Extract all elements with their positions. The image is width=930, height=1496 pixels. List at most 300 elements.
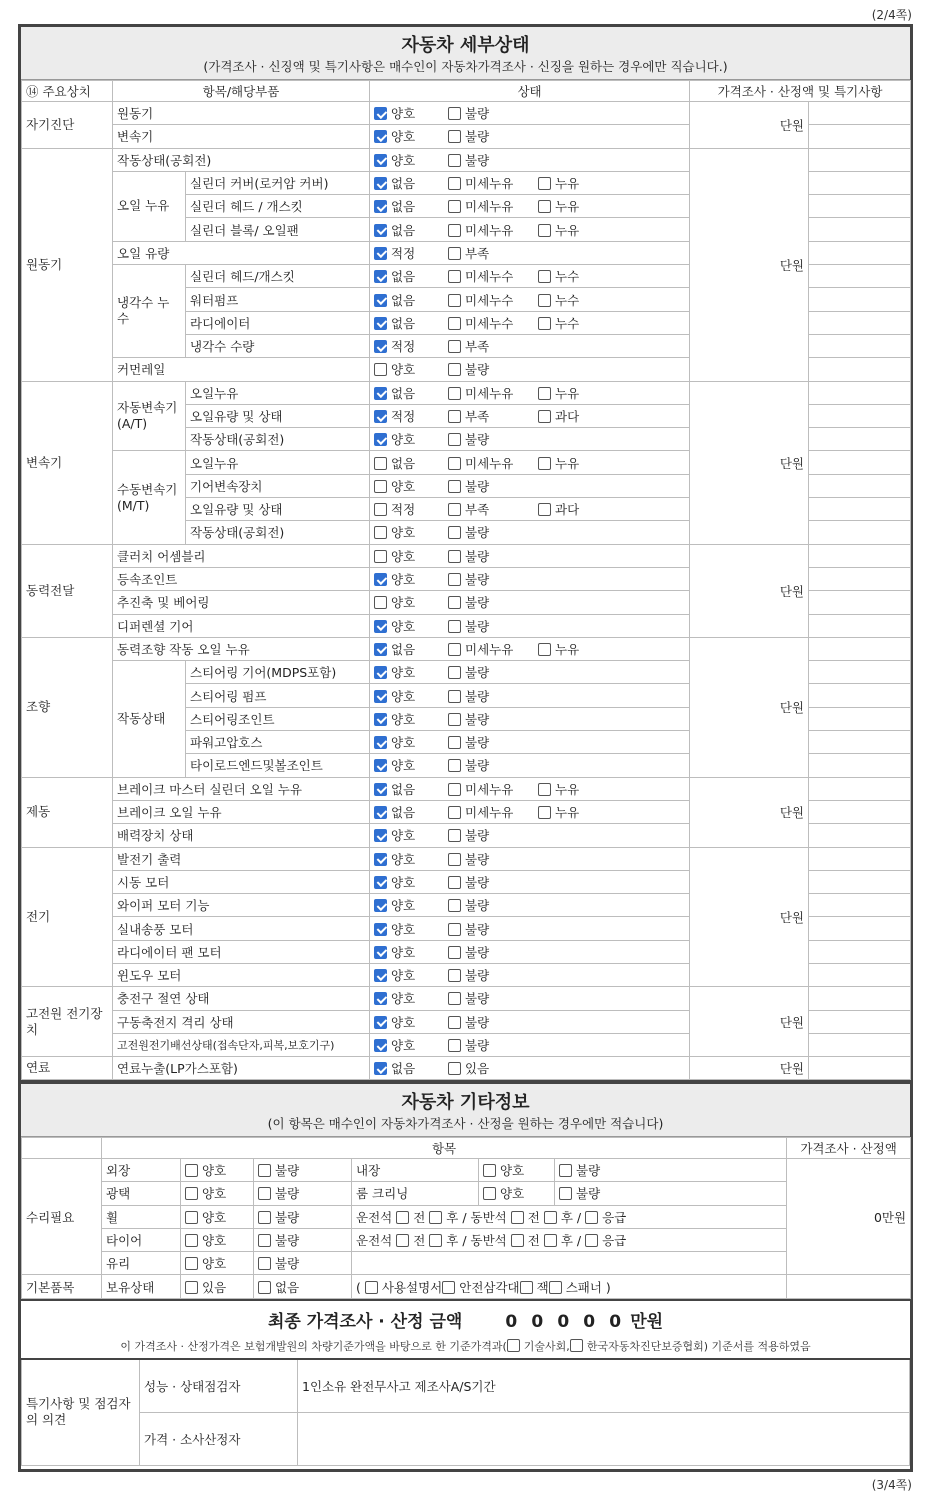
checkbox-unchecked[interactable] [374,526,387,539]
checkbox-unchecked[interactable] [448,503,461,516]
checkbox-diagnosis-association[interactable] [570,1339,583,1352]
state-cell [370,195,690,218]
checkbox-driver-front[interactable] [396,1234,409,1247]
state-option [374,1013,448,1031]
remark-cell[interactable] [809,637,911,660]
item-label: 파워고압호스 [186,731,370,754]
detail-row [22,987,911,1010]
checkbox-unchecked[interactable] [448,270,461,283]
checkbox-unchecked[interactable] [538,200,551,213]
state-option [448,756,538,774]
remark-cell[interactable] [809,288,911,311]
checkbox-unchecked[interactable] [448,620,461,633]
checkbox-checked[interactable] [374,1016,387,1029]
checkbox-driver-rear[interactable] [429,1211,442,1224]
item-label: 발전기 출력 [113,847,370,870]
state-option [448,500,538,518]
checkbox-manual[interactable] [365,1281,378,1294]
state-option [448,873,538,891]
option-label: 과다 [555,409,580,424]
remark-cell[interactable] [809,591,911,614]
detail-table [21,80,911,1080]
remark-cell[interactable] [809,870,911,893]
checkbox-spanner[interactable] [549,1281,562,1294]
checkbox-cleaning-bad[interactable] [559,1187,572,1200]
remark-cell[interactable] [809,894,911,917]
checkbox-unchecked[interactable] [448,224,461,237]
checkbox-checked[interactable] [374,923,387,936]
option-label: 없음 [391,385,416,401]
price-unit: 단원 [690,987,809,1057]
checkbox-checked[interactable] [374,690,387,703]
state-option [374,151,448,169]
checkbox-unchecked[interactable] [448,899,461,912]
state-option [374,617,448,635]
checkbox-checked[interactable] [374,736,387,749]
remark-cell[interactable] [809,404,911,427]
state-option [374,920,448,938]
checkbox-passenger-front[interactable] [511,1211,524,1224]
checkbox-unchecked[interactable] [448,177,461,190]
checkbox-checked[interactable] [374,1039,387,1052]
checkbox-unchecked[interactable] [448,969,461,982]
detail-row [22,847,911,870]
state-option [448,291,538,309]
checkbox-exterior-bad[interactable] [258,1164,271,1177]
checkbox-checked[interactable] [374,992,387,1005]
option-label: 불량 [465,735,490,751]
checkbox-checked[interactable] [374,270,387,283]
remark-cell[interactable] [809,428,911,451]
remark-cell[interactable] [809,963,911,986]
state-option [538,221,628,239]
checkbox-checked[interactable] [374,666,387,679]
checkbox-checked[interactable] [374,154,387,167]
remark-cell[interactable] [809,661,911,684]
other-title: 자동차 기타정보 [401,1092,530,1113]
checkbox-passenger-rear[interactable] [544,1234,557,1247]
other-table [21,1137,911,1299]
remark-cell[interactable] [809,1057,911,1080]
state-cell [370,521,690,544]
checkbox-checked[interactable] [374,433,387,446]
checkbox-unchecked[interactable] [448,387,461,400]
checkbox-emergency[interactable] [585,1211,598,1224]
checkbox-cleaning-good[interactable] [483,1187,496,1200]
checkbox-unchecked[interactable] [374,550,387,563]
option-label: 누수 [555,292,580,308]
state-option [374,989,448,1007]
checkbox-unchecked[interactable] [448,992,461,1005]
checkbox-checked[interactable] [374,783,387,796]
option-label: 누유 [555,222,580,238]
group-basic: 기본품목 [22,1275,102,1298]
checkbox-unchecked[interactable] [448,340,461,353]
option-label: 불량 [465,595,490,611]
remark-cell[interactable] [809,218,911,241]
checkbox-checked[interactable] [374,294,387,307]
state-option [538,803,628,821]
item-label: 실내송풍 모터 [113,917,370,940]
option-label: 양호 [391,735,416,751]
option-label: 미세누유 [465,641,514,657]
state-cell [370,963,690,986]
checkbox-unchecked[interactable] [538,270,551,283]
checkbox-glass-good[interactable] [185,1257,198,1270]
checkbox-unchecked[interactable] [538,503,551,516]
checkbox-unchecked[interactable] [448,923,461,936]
price-unit: 단원 [690,381,809,544]
other-header [21,1084,910,1137]
option-label: 양호 [391,711,416,727]
option-label: 양호 [391,758,416,774]
remark-cell[interactable] [809,311,911,334]
remark-cell[interactable] [809,171,911,194]
checkbox-checked[interactable] [374,829,387,842]
state-option [448,104,538,122]
option-label: 양호 [391,548,416,564]
state-cell [370,917,690,940]
checkbox-unchecked[interactable] [448,806,461,819]
item-label: 기어변속장치 [186,474,370,497]
state-option [448,477,538,495]
checkbox-unchecked[interactable] [448,294,461,307]
checkbox-gloss-good[interactable] [185,1187,198,1200]
label-interior: 내장 [352,1159,479,1182]
checkbox-unchecked[interactable] [448,1062,461,1075]
checkbox-unchecked[interactable] [448,130,461,143]
state-option [374,174,448,192]
remark-cell[interactable] [809,102,911,125]
checkbox-glass-bad[interactable] [258,1257,271,1270]
item-label: 실린더 커버(로커암 커버) [186,171,370,194]
checkbox-unchecked[interactable] [538,387,551,400]
state-option [538,291,628,309]
checkbox-exterior-good[interactable] [185,1164,198,1177]
checkbox-unchecked[interactable] [448,154,461,167]
checkbox-unchecked[interactable] [448,433,461,446]
state-option [538,407,628,425]
remark-cell[interactable] [809,731,911,754]
option-label: 미세누수 [465,269,514,285]
checkbox-checked[interactable] [374,713,387,726]
item-label: 오일 유량 [113,241,370,264]
label-good: 양호 [202,1186,227,1202]
item-label: 오일누유 [186,451,370,474]
remark-cell[interactable] [809,917,911,940]
checkbox-checked[interactable] [374,340,387,353]
option-label: 없음 [391,781,416,797]
remark-cell[interactable] [809,987,911,1010]
remark-cell[interactable] [809,824,911,847]
option-label: 양호 [391,874,416,890]
state-cell [370,474,690,497]
group-label: 연료 [22,1057,113,1080]
item-label: 변속기 [113,125,370,148]
option-label: 불량 [465,758,490,774]
checkbox-unchecked[interactable] [374,596,387,609]
checkbox-unchecked[interactable] [538,643,551,656]
label-good: 양호 [202,1256,227,1272]
checkbox-unchecked[interactable] [448,666,461,679]
remark-cell[interactable] [809,358,911,381]
checkbox-passenger-rear[interactable] [544,1211,557,1224]
item-label: 스티어링조인트 [186,707,370,730]
state-option [448,966,538,984]
checkbox-checked[interactable] [374,200,387,213]
checkbox-unchecked[interactable] [538,224,551,237]
remark-cell[interactable] [809,1010,911,1033]
label-yes: 있음 [202,1279,227,1295]
checkbox-jack[interactable] [520,1281,533,1294]
checkbox-unchecked[interactable] [448,480,461,493]
option-label: 불량 [465,921,490,937]
item-label: 와이퍼 모터 기능 [113,894,370,917]
remark-cell[interactable] [809,521,911,544]
remarks-appraiser-value[interactable] [298,1412,910,1465]
option-label: 없음 [391,269,416,285]
checkbox-unchecked[interactable] [448,247,461,260]
option-label: 불량 [465,968,490,984]
checkbox-unchecked[interactable] [374,480,387,493]
group-label: 고전원 전기장치 [22,987,113,1057]
checkbox-checked[interactable] [374,969,387,982]
option-label: 불량 [465,688,490,704]
label-rear: 후 [446,1209,459,1225]
remark-cell[interactable] [809,684,911,707]
checkbox-checked[interactable] [374,806,387,819]
checkbox-unchecked[interactable] [538,806,551,819]
checkbox-unchecked[interactable] [448,596,461,609]
item-label: 충전구 절연 상태 [113,987,370,1010]
option-label: 미세누유 [465,455,514,471]
option-label: 양호 [391,688,416,704]
checkbox-checked[interactable] [374,759,387,772]
checkbox-unchecked[interactable] [448,457,461,470]
checkbox-unchecked[interactable] [448,643,461,656]
state-option [448,407,538,425]
checkbox-unchecked[interactable] [538,177,551,190]
checkbox-checked[interactable] [374,317,387,330]
checkbox-checked[interactable] [374,573,387,586]
checkbox-interior-bad[interactable] [559,1164,572,1177]
state-option [538,197,628,215]
option-label: 누수 [555,315,580,331]
checkbox-unchecked[interactable] [448,200,461,213]
label-driver: 운전석 [356,1233,393,1249]
checkbox-unchecked[interactable] [374,503,387,516]
remarks-inspector-value[interactable]: 1인소유 완전무사고 제조사A/S기간 [298,1359,910,1413]
item-label: 시동 모터 [113,870,370,893]
remark-cell[interactable] [809,777,911,800]
remark-cell[interactable] [809,474,911,497]
checkbox-unchecked[interactable] [538,783,551,796]
state-option [374,966,448,984]
option-label: 양호 [391,152,416,168]
checkbox-checked[interactable] [374,1062,387,1075]
checkbox-unchecked[interactable] [448,736,461,749]
checkbox-checked[interactable] [374,107,387,120]
state-option [374,803,448,821]
option-label: 양호 [391,595,416,611]
item-label: 냉각수 수량 [186,334,370,357]
checkbox-unchecked[interactable] [448,829,461,842]
remark-cell[interactable] [809,847,911,870]
checkbox-unchecked[interactable] [448,363,461,376]
page-number-bottom: (3/4쪽) [871,1478,912,1492]
checkbox-unchecked[interactable] [374,457,387,470]
checkbox-unchecked[interactable] [538,410,551,423]
checkbox-checked[interactable] [374,130,387,143]
header-state: 상태 [370,81,690,102]
remark-cell[interactable] [809,125,911,148]
checkbox-own-yes[interactable] [185,1281,198,1294]
option-label: 적정 [391,502,416,518]
checkbox-unchecked[interactable] [448,550,461,563]
checkbox-unchecked[interactable] [538,457,551,470]
checkbox-unchecked[interactable] [448,876,461,889]
remark-cell[interactable] [809,544,911,567]
checkbox-checked[interactable] [374,643,387,656]
remark-cell[interactable] [809,451,911,474]
option-label: 불량 [465,129,490,145]
item-label: 스티어링 기어(MDPS포함) [186,661,370,684]
state-cell [370,870,690,893]
state-option [448,221,538,239]
state-cell [370,171,690,194]
remark-cell[interactable] [809,940,911,963]
checkbox-unchecked[interactable] [448,690,461,703]
checkbox-unchecked[interactable] [448,946,461,959]
remark-cell[interactable] [809,614,911,637]
checkbox-checked[interactable] [374,620,387,633]
option-label: 부족 [465,339,490,355]
checkbox-unchecked[interactable] [448,107,461,120]
checkbox-checked[interactable] [374,899,387,912]
checkbox-triangle[interactable] [442,1281,455,1294]
checkbox-unchecked[interactable] [448,1016,461,1029]
checkbox-unchecked[interactable] [538,294,551,307]
page-number-top: (2/4쪽) [871,8,912,22]
option-label: 불량 [465,944,490,960]
remark-cell[interactable] [809,241,911,264]
item-label: 오일누유 [186,381,370,404]
remark-cell[interactable] [809,498,911,521]
checkbox-wheel-bad[interactable] [258,1211,271,1224]
checkbox-emergency[interactable] [585,1234,598,1247]
state-cell [370,148,690,171]
remark-cell[interactable] [809,381,911,404]
option-label: 양호 [391,1038,416,1054]
label-rear: 후 [560,1209,573,1225]
checkbox-unchecked[interactable] [538,317,551,330]
checkbox-unchecked[interactable] [448,783,461,796]
detail-section [18,24,913,1083]
remark-cell[interactable] [809,707,911,730]
state-option [374,127,448,145]
state-option [538,500,628,518]
checkbox-checked[interactable] [374,946,387,959]
state-cell [370,428,690,451]
checkbox-wheel-good[interactable] [185,1211,198,1224]
option-label: 불량 [465,572,490,588]
checkbox-unchecked[interactable] [374,363,387,376]
option-label: 양호 [391,898,416,914]
checkbox-unchecked[interactable] [448,713,461,726]
state-option [448,826,538,844]
state-cell [370,894,690,917]
group-label: 변속기 [22,381,113,544]
option-label: 누수 [555,269,580,285]
option-label: 양호 [391,828,416,844]
checkbox-checked[interactable] [374,876,387,889]
remark-cell[interactable] [809,195,911,218]
state-cell [370,661,690,684]
checkbox-unchecked[interactable] [448,410,461,423]
state-option [448,943,538,961]
remark-cell[interactable] [809,800,911,823]
remark-cell[interactable] [809,148,911,171]
checkbox-passenger-front[interactable] [511,1234,524,1247]
state-option [374,780,448,798]
checkbox-checked[interactable] [374,410,387,423]
subgroup-label: 냉각수 누수 [113,265,186,358]
detail-row [22,637,911,660]
remark-cell[interactable] [809,265,911,288]
checkbox-checked[interactable] [374,853,387,866]
remark-cell[interactable] [809,754,911,777]
remark-cell[interactable] [809,1033,911,1056]
label-good: 양호 [500,1186,525,1202]
checkbox-tire-bad[interactable] [258,1234,271,1247]
checkbox-checked[interactable] [374,387,387,400]
state-cell [370,381,690,404]
checkbox-driver-rear[interactable] [429,1234,442,1247]
state-option [538,780,628,798]
checkbox-interior-good[interactable] [483,1164,496,1177]
checkbox-unchecked[interactable] [448,1039,461,1052]
state-cell [370,102,690,125]
item-label: 실린더 헤드/개스킷 [186,265,370,288]
item-label: 워터펌프 [186,288,370,311]
state-option [448,593,538,611]
label-front: 전 [527,1233,540,1249]
state-option [448,454,538,472]
checkbox-checked[interactable] [374,177,387,190]
label-good: 양호 [202,1233,227,1249]
state-option [374,1059,448,1077]
checkbox-unchecked[interactable] [448,526,461,539]
checkbox-driver-front[interactable] [396,1211,409,1224]
checkbox-unchecked[interactable] [448,853,461,866]
checkbox-gloss-bad[interactable] [258,1187,271,1200]
checkbox-engineers-society[interactable] [507,1339,520,1352]
checkbox-tire-good[interactable] [185,1234,198,1247]
option-label: 부족 [465,502,490,518]
checkbox-checked[interactable] [374,247,387,260]
state-option [448,617,538,635]
label-bad: 불량 [576,1163,601,1179]
checkbox-own-no[interactable] [258,1281,271,1294]
checkbox-unchecked[interactable] [448,759,461,772]
detail-row [22,777,911,800]
remark-cell[interactable] [809,567,911,590]
checkbox-checked[interactable] [374,224,387,237]
checkbox-unchecked[interactable] [448,317,461,330]
state-option [448,314,538,332]
remark-cell[interactable] [809,334,911,357]
checkbox-unchecked[interactable] [448,573,461,586]
